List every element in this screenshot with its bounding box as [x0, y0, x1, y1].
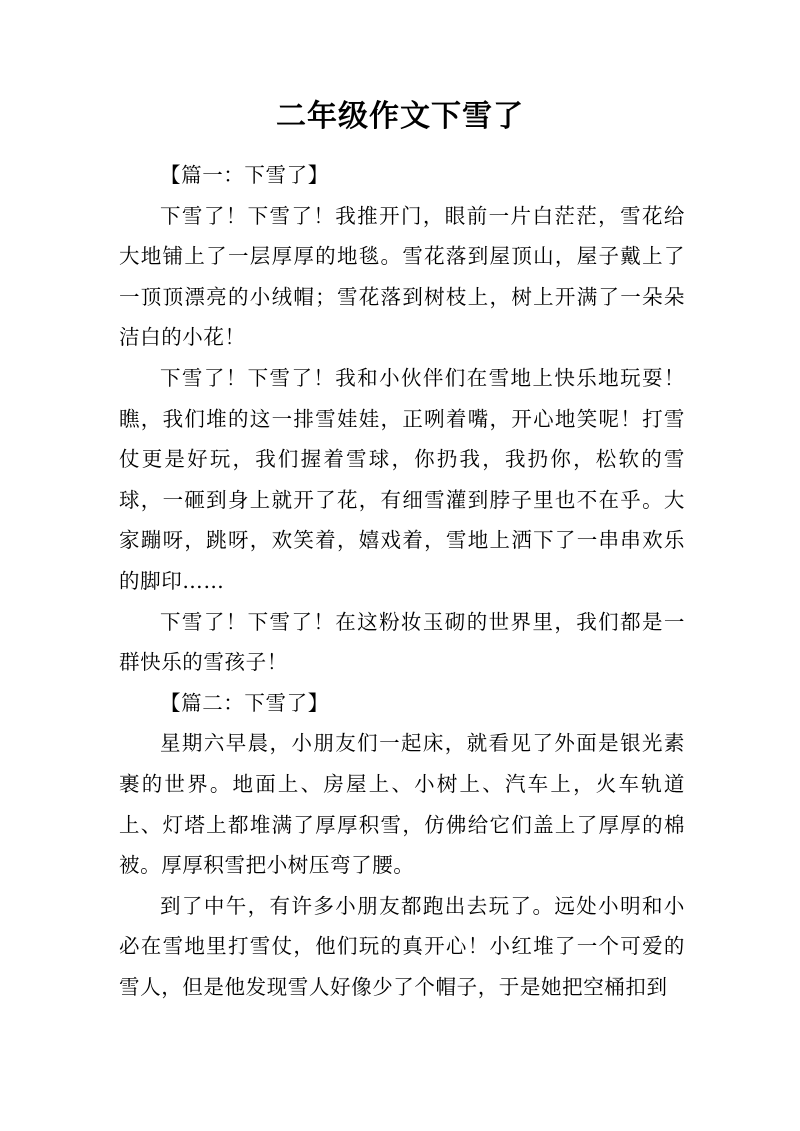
section-heading-2: 【篇二：下雪了】: [160, 690, 329, 715]
paragraph: 下雪了！下雪了！我推开门，眼前一片白茫茫，雪花给大地铺上了一层厚厚的地毯。雪花落到屋顶山，屋子戴上了一顶顶漂亮的小绒帽；雪花落到树枝上，树上开满了一朵朵洁白的小花！: [119, 203, 685, 350]
paragraph: 下雪了！下雪了！我和小伙伴们在雪地上快乐地玩耍！瞧，我们堆的这一排雪娃娃，正咧着嘴，开心地笑呢！打雪仗更是好玩，我们握着雪球，你扔我，我扔你，松软的雪球，一砸到身上就开了花，有细雪灌到脖子里也不在乎。大家蹦呀，跳呀，欢笑着，嬉戏着，雪地上洒下了一串串欢乐的脚印……: [119, 365, 685, 593]
paragraph: 下雪了！下雪了！在这粉妆玉砌的世界里，我们都是一群快乐的雪孩子！: [119, 609, 685, 675]
document-title: 二年级作文下雪了: [276, 99, 524, 134]
section-heading-1: 【篇一：下雪了】: [160, 163, 329, 187]
document-body: [119, 155, 685, 1007]
paragraph: 星期六早晨，小朋友们一起床，就看见了外面是银光素裹的世界。地面上、房屋上、小树上、汽车上，火车轨道上、灯塔上都堆满了厚厚积雪，仿佛给它们盖上了厚厚的棉被。厚厚积雪把小树压弯了腰。: [119, 731, 685, 878]
paragraph: 到了中午，有许多小朋友都跑出去玩了。远处小明和小必在雪地里打雪仗，他们玩的真开心！小红堆了一个可爱的雪人，但是他发现雪人好像少了个帽子，于是她把空桶扣到: [119, 893, 685, 999]
